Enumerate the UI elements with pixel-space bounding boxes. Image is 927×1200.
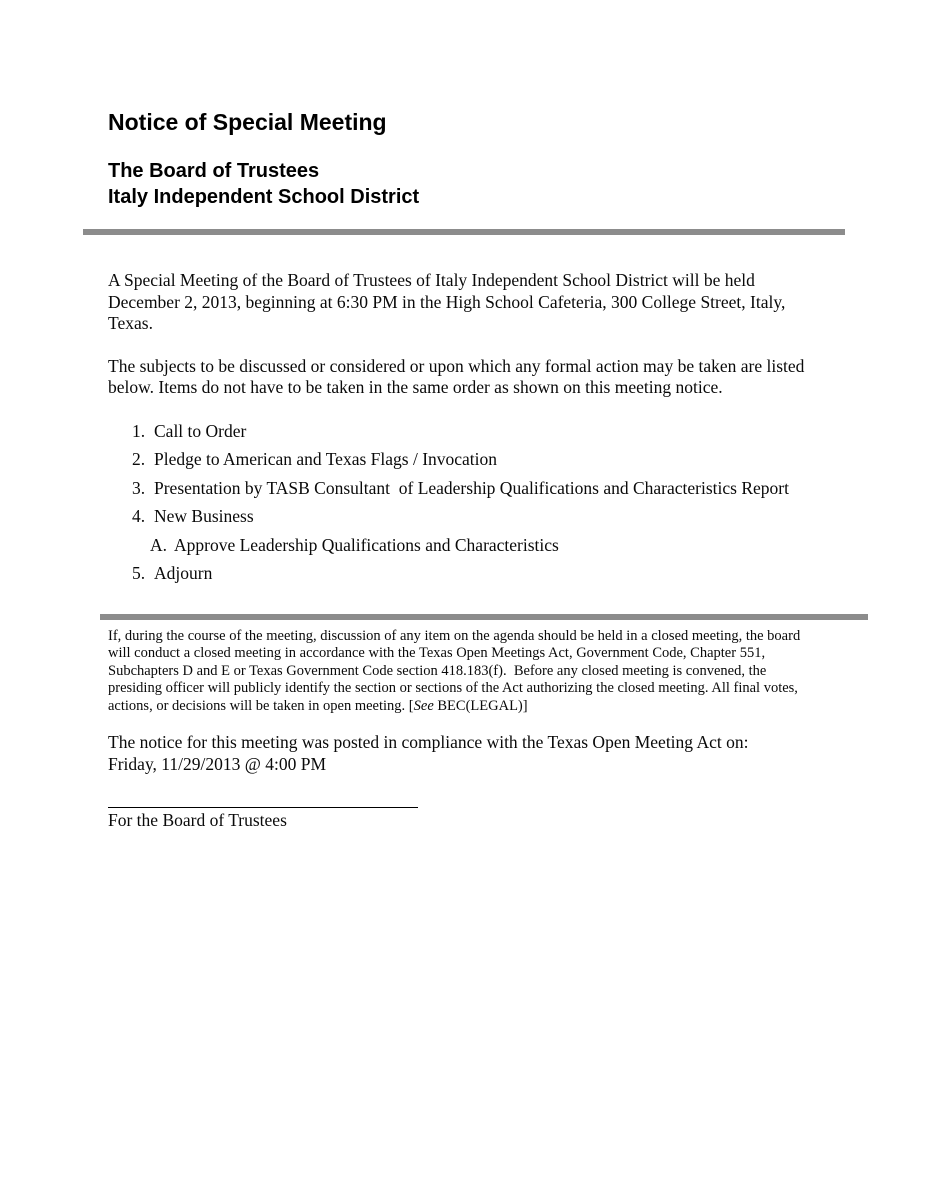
agenda-item-text: Pledge to American and Texas Flags / Invocation bbox=[154, 449, 498, 469]
divider-bottom bbox=[100, 614, 868, 620]
agenda-item-number: 1. bbox=[132, 420, 146, 441]
agenda-subitem-4a bbox=[108, 535, 822, 557]
legal-text-end: BEC(LEGAL)] bbox=[433, 697, 528, 714]
agenda-subitem-letter: A. bbox=[150, 534, 168, 555]
page-title: Notice of Special Meeting bbox=[108, 109, 387, 135]
agenda-item-number: 3. bbox=[132, 477, 146, 498]
agenda-item-1 bbox=[108, 421, 822, 443]
signature-line bbox=[108, 807, 418, 808]
agenda-item-3 bbox=[108, 478, 822, 500]
agenda-item-5 bbox=[108, 563, 822, 585]
divider-top bbox=[83, 229, 845, 235]
posting-datetime: Friday, 11/29/2013 @ 4:00 PM bbox=[108, 753, 327, 774]
agenda-item-text: Call to Order bbox=[154, 420, 247, 441]
closed-meeting-legal-paragraph bbox=[108, 628, 822, 716]
agenda-item-text: New Business bbox=[154, 506, 254, 526]
org-name-block bbox=[108, 158, 822, 210]
agenda-item-number: 5. bbox=[132, 563, 146, 583]
agenda-item-text: Presentation by TASB Consultant of Leadership Qualifications and Characteristics Report bbox=[154, 477, 789, 498]
posting-statement: The notice for this meeting was posted in compliance with the Texas Open Meeting Act on: bbox=[108, 732, 749, 753]
org-line-board: The Board of Trustees bbox=[108, 160, 320, 182]
agenda-item-2 bbox=[108, 449, 822, 471]
subjects-paragraph: The subjects to be discussed or considered or upon which any formal action may be taken are listed below. Items do not have to be taken in the same order as shown on this meeting notice. bbox=[108, 355, 809, 397]
legal-text-start: If, during the course of the meeting, discussion of any item on the agenda should be held in a closed meeting, the board will conduct a closed meeting in accordance with the Texas Open Meetings Act, Government Code, Chapter 551, Subchapters D and E or Texas Government Code section 418.183(f). Before any closed meeting is convened, the presiding officer will publicly identify the section or sections of the Act authorizing the closed meeting. All final votes, actions, or decisions will be taken in open meeting. [ bbox=[108, 627, 804, 714]
org-line-district: Italy Independent School District bbox=[108, 186, 420, 208]
agenda-item-text: Adjourn bbox=[154, 563, 213, 583]
signature-label: For the Board of Trustees bbox=[108, 810, 287, 831]
posting-paragraph bbox=[108, 732, 822, 775]
agenda-item-number: 2. bbox=[132, 449, 146, 469]
agenda-item-4 bbox=[108, 506, 822, 528]
agenda-list bbox=[108, 421, 822, 585]
legal-see-italic: See bbox=[413, 697, 434, 714]
agenda-subitem-text: Approve Leadership Qualifications and Characteristics bbox=[174, 534, 559, 555]
agenda-item-number: 4. bbox=[132, 506, 146, 526]
meeting-details-paragraph: A Special Meeting of the Board of Trustees of Italy Independent School District will be held December 2, 2013, beginning at 6:30 PM in the High School Cafeteria, 300 College Street, Italy, Texas. bbox=[108, 270, 790, 333]
